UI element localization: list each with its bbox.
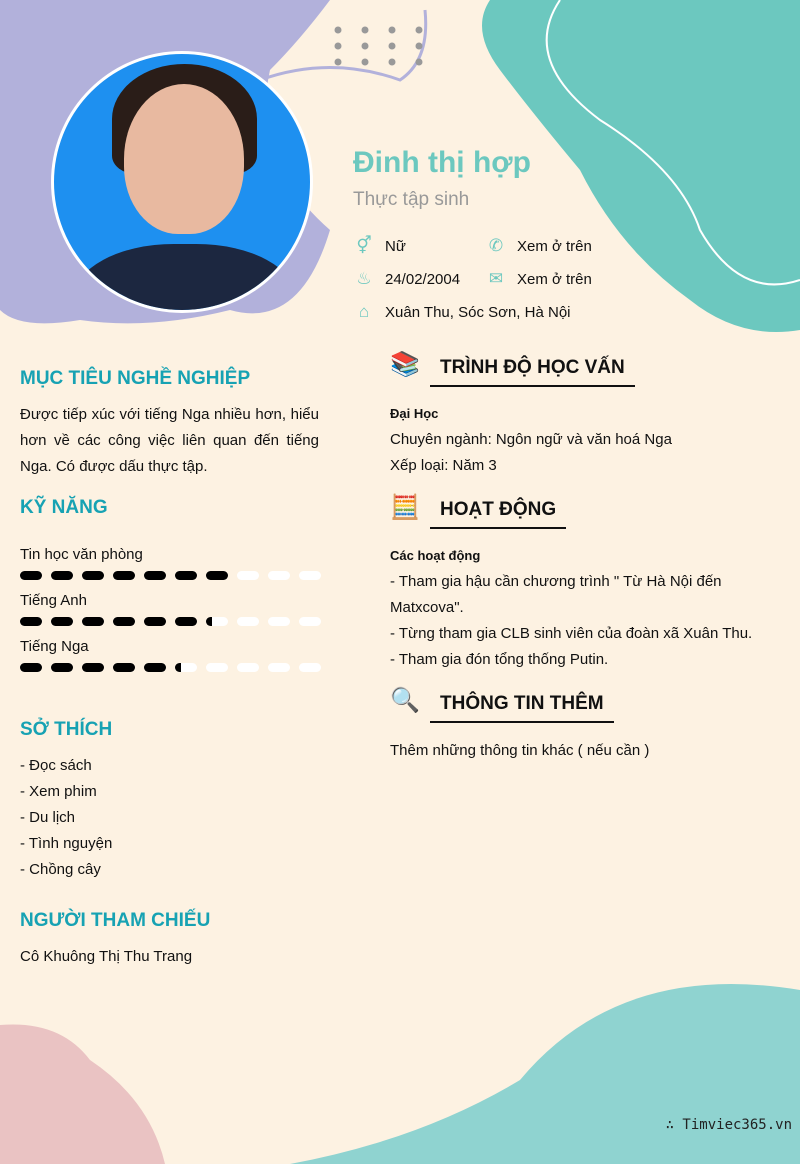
- skill-segment: [237, 663, 259, 672]
- skill-segment: [144, 617, 166, 626]
- skill-segment: [237, 617, 259, 626]
- skill-segment: [175, 663, 197, 672]
- gender-icon: ⚥: [356, 236, 372, 255]
- activities-subtitle: Các hoạt động: [390, 548, 481, 563]
- activities-icon: 🧮: [390, 494, 420, 521]
- birthday-info: [353, 269, 460, 289]
- skill-segment: [20, 663, 42, 672]
- hobbies-heading: SỞ THÍCH: [20, 719, 113, 740]
- skill-segment: [113, 617, 135, 626]
- skill-segment: [144, 571, 166, 580]
- skill-label: Tin học văn phòng: [20, 546, 143, 563]
- home-icon: ⌂: [358, 302, 370, 321]
- skill-label: Tiếng Anh: [20, 592, 87, 609]
- skill-segment: [144, 663, 166, 672]
- cake-icon: ♨: [356, 269, 372, 288]
- reference-text: Cô Khuông Thị Thu Trang: [20, 948, 193, 965]
- skill-segment: [237, 571, 259, 580]
- skill-segment: [82, 663, 104, 672]
- skill-segment: [51, 617, 73, 626]
- phone-info: [485, 236, 592, 256]
- skill-segment: [206, 617, 228, 626]
- birthday-value: 24/02/2004: [385, 270, 461, 288]
- objective-text: Được tiếp xúc với tiếng Nga nhiều hơn, hiểu hơn về các công việc liên quan đến tiếng Nga. Có được dấu thực tập.: [20, 406, 319, 475]
- email-info: [485, 269, 592, 289]
- skill-segment: [113, 663, 135, 672]
- education-heading: TRÌNH ĐỘ HỌC VẤN: [430, 357, 635, 387]
- skill-segment: [51, 663, 73, 672]
- address-value: Xuân Thu, Sóc Sơn, Hà Nội: [385, 303, 571, 321]
- hobby-item: - Đọc sách: [20, 757, 92, 774]
- skill-segment: [175, 617, 197, 626]
- skill-level-bar: [20, 571, 321, 580]
- activity-item: - Tham gia đón tổng thống Putin.: [390, 651, 609, 668]
- skills-heading: KỸ NĂNG: [20, 497, 108, 518]
- skill-segment: [206, 571, 228, 580]
- skill-segment: [268, 571, 290, 580]
- watermark: ∴ Timviec365.vn: [665, 1117, 792, 1133]
- education-icon: 📚: [390, 351, 420, 378]
- extra-text: Thêm những thông tin khác ( nếu cần ): [390, 742, 650, 759]
- skill-segment: [82, 571, 104, 580]
- education-rank: Xếp loại: Năm 3: [390, 457, 497, 474]
- activities-heading: HOẠT ĐỘNG: [430, 499, 566, 529]
- analytics-icon: 🔍: [390, 687, 420, 714]
- skill-segment: [113, 571, 135, 580]
- skill-segment: [82, 617, 104, 626]
- skill-segment: [299, 663, 321, 672]
- candidate-role: Thực tập sinh: [353, 189, 470, 210]
- reference-heading: NGƯỜI THAM CHIẾU: [20, 910, 211, 931]
- extra-heading: THÔNG TIN THÊM: [430, 693, 614, 723]
- avatar-photo: [51, 51, 313, 313]
- hobby-item: - Du lịch: [20, 809, 76, 826]
- skill-segment: [20, 617, 42, 626]
- hobby-item: - Xem phim: [20, 783, 97, 800]
- hobby-item: - Tình nguyện: [20, 835, 113, 852]
- activity-item: - Tham gia hậu cần chương trình " Từ Hà Nội đến Matxcova".: [390, 573, 722, 616]
- gender-value: Nữ: [385, 237, 406, 255]
- skill-level-bar: [20, 617, 321, 626]
- email-value: Xem ở trên: [517, 270, 592, 288]
- address-info: [353, 302, 571, 322]
- skill-segment: [299, 617, 321, 626]
- skill-segment: [51, 571, 73, 580]
- objective-heading: MỤC TIÊU NGHỀ NGHIỆP: [20, 368, 251, 389]
- skill-segment: [268, 663, 290, 672]
- education-school: Đại Học: [390, 406, 439, 421]
- whatsapp-icon: ✆: [488, 236, 504, 255]
- skill-segment: [206, 663, 228, 672]
- hobby-item: - Chồng cây: [20, 861, 101, 878]
- gender-info: [353, 236, 406, 256]
- education-major: Chuyên ngành: Ngôn ngữ và văn hoá Nga: [390, 431, 672, 448]
- skill-segment: [268, 617, 290, 626]
- skill-level-bar: [20, 663, 321, 672]
- activity-item: - Từng tham gia CLB sinh viên của đoàn xã Xuân Thu.: [390, 625, 753, 642]
- mail-icon: ✉: [488, 269, 504, 288]
- skill-segment: [175, 571, 197, 580]
- skill-label: Tiếng Nga: [20, 638, 89, 655]
- candidate-name: Đinh thị hợp: [353, 146, 531, 179]
- skill-segment: [20, 571, 42, 580]
- phone-value: Xem ở trên: [517, 237, 592, 255]
- skill-segment: [299, 571, 321, 580]
